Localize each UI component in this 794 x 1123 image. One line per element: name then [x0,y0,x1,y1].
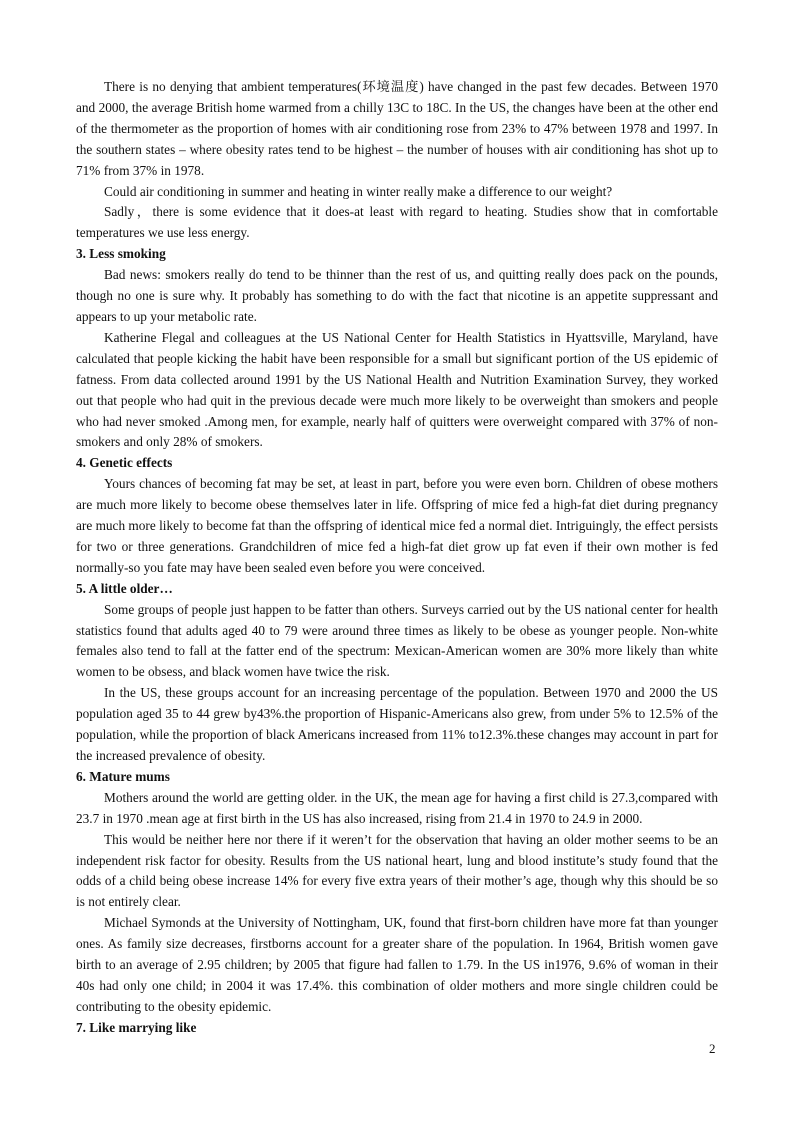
paragraph-firstborn-fat: Michael Symonds at the University of Nottingham, UK, found that first-born children have more fat than younger ones. As family size decreases, firstborns account for a greater share of the population. In 1964, British women gave birth to an average of 2.95 children; by 2005 that figure had fallen to 1.79. In the US in1976, 9.6% of woman in their 40s had only one child; in 2004 it was 17.4%. this combination of older mothers and more single children could be contributing to the obesity epidemic. [76,915,718,1014]
paragraph-heating-evidence: Sadly，there is some evidence that it does-at least with regard to heating. Studies show that in comfortable temperatures we use less energy. [76,204,718,241]
paragraph-older-mother-risk: This would be neither here nor there if it weren’t for the observation that having an older mother seems to be an independent risk factor for obesity. Results from the US national heart, lung and blood institute’s study found that the odds of a child being obese increase 14% for every five extra years of their mother’s age, though why this should be so is not entirely clear. [76,831,718,910]
paragraph-genetic-effects: Yours chances of becoming fat may be set, at least in part, before you were even born. Children of obese mothers are much more likely to become obese themselves later in life. Offspring of mice fed a high-fat diet during pregnancy are much more likely to become fat than the offspring of identical mice fed a normal diet. Intriguingly, the effect persists for two or three generations. Grandchildren of mice fed a high-fat diet grow up fat even if their own mother is fed normally-so you fate may have been sealed even before you were conceived. [76,476,718,575]
paragraph-flegal-study: Katherine Flegal and colleagues at the US National Center for Health Statistics in Hyattsville, Maryland, have calculated that people kicking the habit have been responsible for a small but significant portion of the US epidemic of fatness. From data collected around 1991 by the US National Health and Nutrition Examination Survey, they worked out that people who had quit in the previous decade were much more likely to be overweight than smokers and people who had never smoked .Among men, for example, nearly half of quitters were overweight compared with 37% of non-smokers and only 28% of smokers. [76,329,718,450]
section-heading-less-smoking: 3. Less smoking [76,246,166,262]
document-body [76,77,718,1039]
paragraph-smokers-thinner: Bad news: smokers really do tend to be thinner than the rest of us, and quitting really does pack on the pounds, though no one is sure why. It probably has something to do with the fact that nicotine is an appetite suppressant and appears to up your metabolic rate. [76,267,718,324]
paragraph-air-conditioning-question: Could air conditioning in summer and heating in winter really make a difference to our weight? [104,183,613,199]
paragraph-us-population-groups: In the US, these groups account for an increasing percentage of the population. Between 1970 and 2000 the US population aged 35 to 44 grew by43%.the proportion of Hispanic-Americans also grew, from under 5% to 12.5% of the population, while the proportion of black Americans increased from 11% to12.3%.these changes may account in part for the increased prevalence of obesity. [76,685,718,763]
section-heading-like-marrying-like: 7. Like marrying like [76,1019,197,1035]
section-heading-a-little-older: 5. A little older… [76,580,173,596]
page-number: 2 [709,1041,716,1056]
section-heading-mature-mums: 6. Mature mums [76,768,170,784]
section-heading-genetic-effects: 4. Genetic effects [76,455,173,471]
paragraph-groups-fatter: Some groups of people just happen to be fatter than others. Surveys carried out by the US national center for health statistics found that adults aged 40 to 79 were around three times as likely to be obese as younger people. Non-white females also tend to fall at the fatter end of the spectrum: Mexican-American women are 30% more likely than white women to be obsess, and black women have twice the risk. [76,601,718,680]
paragraph-ambient-temperatures: There is no denying that ambient temperatures(环境温度) have changed in the past few decades. Between 1970 and 2000, the average British home warmed from a chilly 13C to 18C. In the US, the changes have been at the other end of the thermometer as the proportion of homes with air conditioning rose from 23% to 47% between 1978 and 1997. In the southern states – where obesity rates tend to be highest – the number of houses with air conditioning has shot up to 71% from 37% in 1978. [76,79,718,178]
paragraph-mothers-older: Mothers around the world are getting older. in the UK, the mean age for having a first child is 27.3,compared with 23.7 in 1970 .mean age at first birth in the US has also increased, rising from 21.4 in 1970 to 24.9 in 2000. [76,789,718,826]
